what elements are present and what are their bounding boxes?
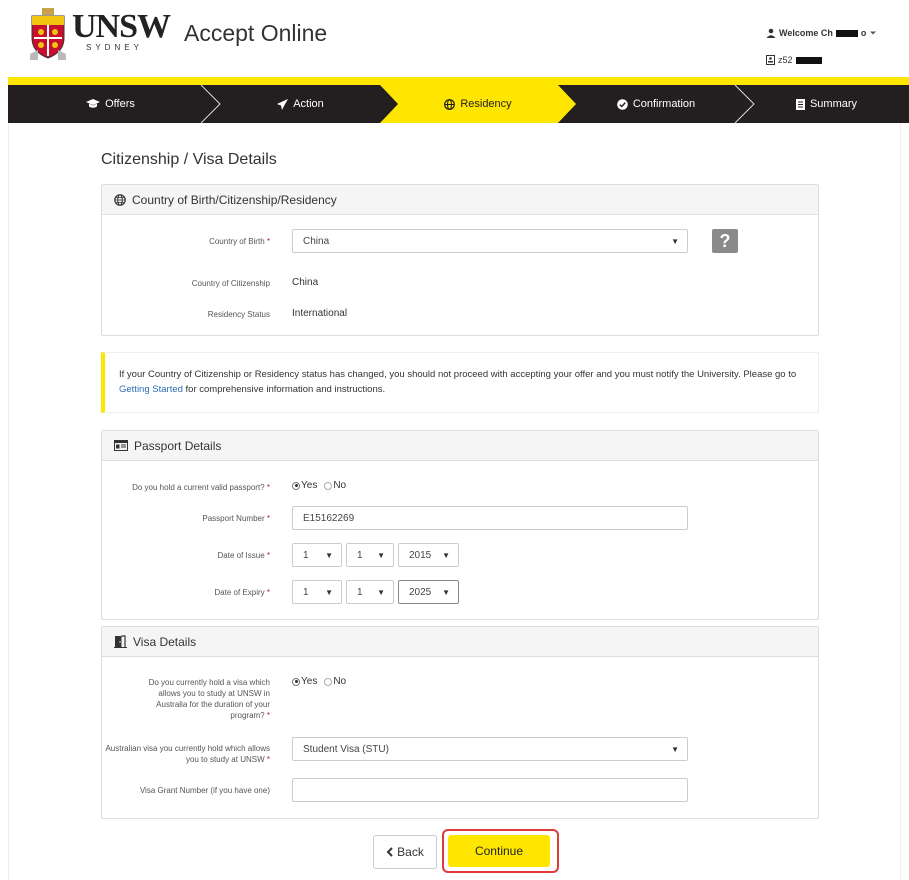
expiry-day-select[interactable] <box>292 580 342 604</box>
expiry-date-label <box>150 587 270 598</box>
passport-hold-label <box>104 482 270 493</box>
visa-yes-radio[interactable] <box>292 678 300 686</box>
selected-value: 1 <box>303 549 309 561</box>
residency-notice <box>101 352 819 413</box>
citizenship-label: Country of Citizenship <box>191 279 270 288</box>
citizenship-value: China <box>292 277 319 288</box>
step-label: Action <box>293 98 324 110</box>
issue-month-select[interactable] <box>346 543 394 567</box>
label-text: Date of Issue <box>217 551 265 560</box>
selected-value: Student Visa (STU) <box>303 743 389 755</box>
visa-type-label <box>104 743 270 765</box>
issue-date-label <box>150 550 270 561</box>
required-marker: * <box>266 551 270 560</box>
passport-no-radio[interactable] <box>324 482 332 490</box>
label-text: Australian visa you currently hold which allows you to study at UNSW <box>105 744 270 764</box>
door-icon <box>114 635 127 648</box>
redacted-name <box>836 30 858 37</box>
dropdown-arrow-icon: ▼ <box>442 551 450 560</box>
dropdown-arrow-icon: ▼ <box>671 237 679 246</box>
passport-yes-radio[interactable] <box>292 482 300 490</box>
visa-grant-label: Visa Grant Number (if you have one) <box>139 786 270 795</box>
dropdown-arrow-icon: ▼ <box>325 588 333 597</box>
panel-title: Passport Details <box>134 438 222 453</box>
user-id-prefix: z52 <box>778 55 793 65</box>
unsw-crest-icon <box>30 8 66 60</box>
label-text: Do you hold a current valid passport? <box>132 483 265 492</box>
site-header <box>0 0 909 78</box>
back-button[interactable] <box>373 835 437 869</box>
graduation-cap-icon <box>86 99 100 109</box>
passport-number-input[interactable] <box>292 506 688 530</box>
id-card-icon <box>114 440 128 451</box>
step-label: Residency <box>460 98 512 110</box>
progress-stepper <box>8 85 909 123</box>
panel-title: Country of Birth/Citizenship/Residency <box>132 192 337 207</box>
label-text: Date of Expiry <box>214 588 265 597</box>
selected-value: 2015 <box>409 549 432 561</box>
required-marker: * <box>266 755 270 764</box>
accent-bar <box>8 77 909 85</box>
user-icon <box>766 28 776 38</box>
paper-plane-icon <box>277 99 288 110</box>
step-offers[interactable] <box>8 85 213 123</box>
residency-panel-heading <box>102 185 818 215</box>
step-residency[interactable] <box>388 85 568 123</box>
label-text: Passport Number <box>202 514 265 523</box>
radio-label: No <box>333 676 347 687</box>
brand-name: UNSW <box>72 8 171 45</box>
getting-started-link[interactable]: Getting Started <box>119 384 183 395</box>
dropdown-arrow-icon: ▼ <box>325 551 333 560</box>
notice-text-end: for comprehensive information and instructions. <box>182 384 386 395</box>
step-confirmation[interactable] <box>568 85 744 123</box>
residency-status-value: International <box>292 308 348 319</box>
visa-hold-label <box>128 677 270 721</box>
visa-type-select[interactable] <box>292 737 688 761</box>
brand-subtitle: SYDNEY <box>86 43 143 52</box>
globe-icon <box>114 194 126 206</box>
user-menu[interactable] <box>766 28 877 38</box>
label-text: Country of Birth <box>209 237 265 246</box>
passport-panel-heading <box>102 431 818 461</box>
chevron-left-icon <box>386 847 393 857</box>
step-label: Summary <box>809 98 858 110</box>
welcome-text: Welcome Ch <box>779 28 833 38</box>
redacted-id <box>796 57 822 64</box>
document-icon <box>796 99 805 110</box>
selected-value: China <box>303 235 330 247</box>
country-of-birth-select[interactable] <box>292 229 688 253</box>
dropdown-arrow-icon: ▼ <box>377 588 385 597</box>
radio-label: Yes <box>301 676 318 687</box>
visa-panel-heading <box>102 627 818 657</box>
button-label: Back <box>397 845 424 859</box>
dropdown-arrow-icon: ▼ <box>377 551 385 560</box>
id-card-icon <box>766 55 775 65</box>
user-id <box>766 55 822 65</box>
check-circle-icon <box>617 99 628 110</box>
expiry-year-select[interactable] <box>398 580 459 604</box>
globe-icon <box>444 99 455 110</box>
visa-no-radio[interactable] <box>324 678 332 686</box>
continue-button[interactable]: Continue <box>448 835 550 867</box>
step-summary[interactable] <box>744 85 909 123</box>
expiry-month-select[interactable] <box>346 580 394 604</box>
label-text: Do you currently hold a visa which allows you to study at UNSW in Australia for the duration of your program? <box>148 678 270 720</box>
visa-grant-number-input[interactable] <box>292 778 688 802</box>
panel-title: Visa Details <box>133 634 197 649</box>
input-value: E15162269 <box>303 512 355 524</box>
step-label: Offers <box>105 98 135 110</box>
passport-hold-radio-group <box>292 480 346 491</box>
caret-down-icon <box>869 30 877 36</box>
dropdown-arrow-icon: ▼ <box>671 745 679 754</box>
required-marker: * <box>266 514 270 523</box>
page-title: Citizenship / Visa Details <box>101 151 277 168</box>
dropdown-arrow-icon: ▼ <box>442 588 450 597</box>
selected-value: 1 <box>303 586 309 598</box>
step-action[interactable] <box>213 85 388 123</box>
selected-value: 1 <box>357 586 363 598</box>
issue-year-select[interactable] <box>398 543 459 567</box>
required-marker: * <box>266 237 270 246</box>
notice-text: If your Country of Citizenship or Residency status has changed, you should not proceed with accepting your offer and you must notify the University. Please go to <box>119 369 797 380</box>
radio-label: Yes <box>301 480 318 491</box>
radio-label: No <box>333 480 347 491</box>
selected-value: 2025 <box>409 586 432 598</box>
visa-hold-radio-group <box>292 676 346 687</box>
required-marker: * <box>266 483 270 492</box>
required-marker: * <box>266 588 270 597</box>
birth-label <box>150 236 270 247</box>
unsw-logo <box>72 8 171 52</box>
required-marker: * <box>266 711 270 720</box>
step-label: Confirmation <box>632 98 696 110</box>
selected-value: 1 <box>357 549 363 561</box>
passport-number-label <box>150 513 270 524</box>
help-button[interactable]: ? <box>712 229 738 253</box>
residency-status-label: Residency Status <box>207 310 270 319</box>
welcome-suffix: o <box>860 28 867 38</box>
issue-day-select[interactable] <box>292 543 342 567</box>
app-title: Accept Online <box>184 20 328 46</box>
